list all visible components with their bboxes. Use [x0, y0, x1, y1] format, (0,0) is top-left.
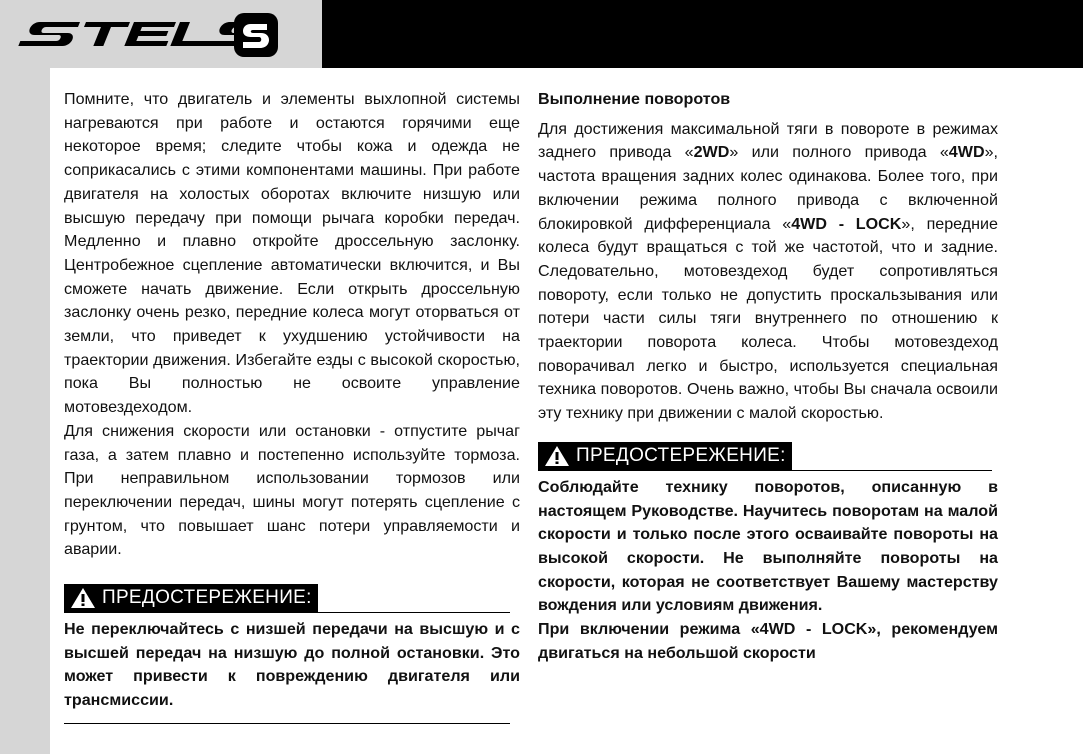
- warning-label: [538, 442, 792, 470]
- text-span: » или полного привода «: [729, 143, 949, 162]
- warning-header: [538, 438, 998, 476]
- warning-text-4wd-lock: При включении режима «4WD - LOCK», рекомендуем двигаться на небольшой скорости: [538, 620, 998, 662]
- logo-panel: [0, 0, 322, 68]
- warning-bottom-rule: [64, 723, 510, 724]
- mode-4wd: 4WD: [948, 143, 985, 162]
- left-column: [64, 88, 520, 724]
- left-margin-bar: [0, 68, 50, 754]
- section-title-turning: Выполнение поворотов: [538, 90, 731, 108]
- warning-block-gears: [64, 580, 520, 724]
- stels-s-emblem: [234, 13, 278, 57]
- paragraph-braking: Для снижения скорости или остановки - отпустите рычаг газа, а затем плавно и постепенно используйте тормоза. При неправильном использовании тормозов или переключении передач, шины могут потерять сцепление с грунтом, что повышает шанс потери управляемости и аварии.: [64, 421, 520, 559]
- mode-2wd: 2WD: [693, 143, 730, 162]
- warning-label-text: ПРЕДОСТЕРЕЖЕНИЕ:: [576, 444, 786, 466]
- warning-triangle-icon: [544, 445, 570, 467]
- right-column: [538, 88, 998, 665]
- warning-text-gears: Не переключайтесь с низшей передачи на высшую и с высшей передач на низшую до полной остановки. Это может привести к повреждению двигателя или трансмиссии.: [64, 620, 520, 710]
- paragraph-engine-start: Помните, что двигатель и элементы выхлопной системы нагреваются при работе и остаются горячими еще некоторое время; следите чтобы кожа и одежда не соприкасались с этими компонентами машины. При работе двигателя на холостых оборотах включите низшую или высшую передачу при помощи рычага коробки передач. Медленно и плавно откройте дроссельную заслонку. Центробежное сцепление автоматически включится, и Вы сможете начать движение. Если открыть дроссельную заслонку очень резко, передние колеса могут оторваться от земли, что приведет к ухудшению устойчивости на траектории движения. Избегайте езды с высокой скоростью, пока Вы полностью не освоите управление мотовездеходом.: [64, 90, 520, 417]
- paragraph-turning: [538, 118, 998, 426]
- warning-header: [64, 580, 520, 618]
- warning-triangle-icon: [70, 587, 96, 609]
- stels-logo: [0, 0, 322, 68]
- warning-rule: [64, 612, 510, 613]
- warning-text-turning: Соблюдайте технику поворотов, описанную в настоящем Руководстве. Научитесь поворотам на малой скорости и только после этого осваивайте повороты на высокой скорости. Не выполняйте повороты на скорости, которая не соответствует Вашему мастерству вождения или условиям движения.: [538, 477, 998, 615]
- warning-label-text: ПРЕДОСТЕРЕЖЕНИЕ:: [102, 587, 312, 609]
- page-header: [0, 0, 1083, 68]
- warning-rule: [538, 470, 992, 471]
- warning-label: [64, 584, 318, 612]
- text-span: », передние колеса будут вращаться с той же частотой, что и задние. Следовательно, мотовездеход будет сопротивляться повороту, если только не допустить проскальзывания или потери части силы тяги внутреннего по отношению к траектории поворота колеса. Чтобы мотовездеход поворачивал легко и быстро, используется специальная техника поворотов. Очень важно, чтобы Вы сначала освоили эту технику при движении с малой скоростью.: [538, 214, 998, 423]
- text-span: », частота вращения задних колес одинакова. Более того, при включении режима полного привода с включенной блокировкой дифференциала «: [538, 143, 998, 233]
- warning-block-turning: [538, 438, 998, 666]
- mode-4wd-lock: 4WD - LOCK: [791, 214, 902, 233]
- text-span: Для достижения максимальной тяги в повороте в режимах заднего привода «: [538, 119, 998, 162]
